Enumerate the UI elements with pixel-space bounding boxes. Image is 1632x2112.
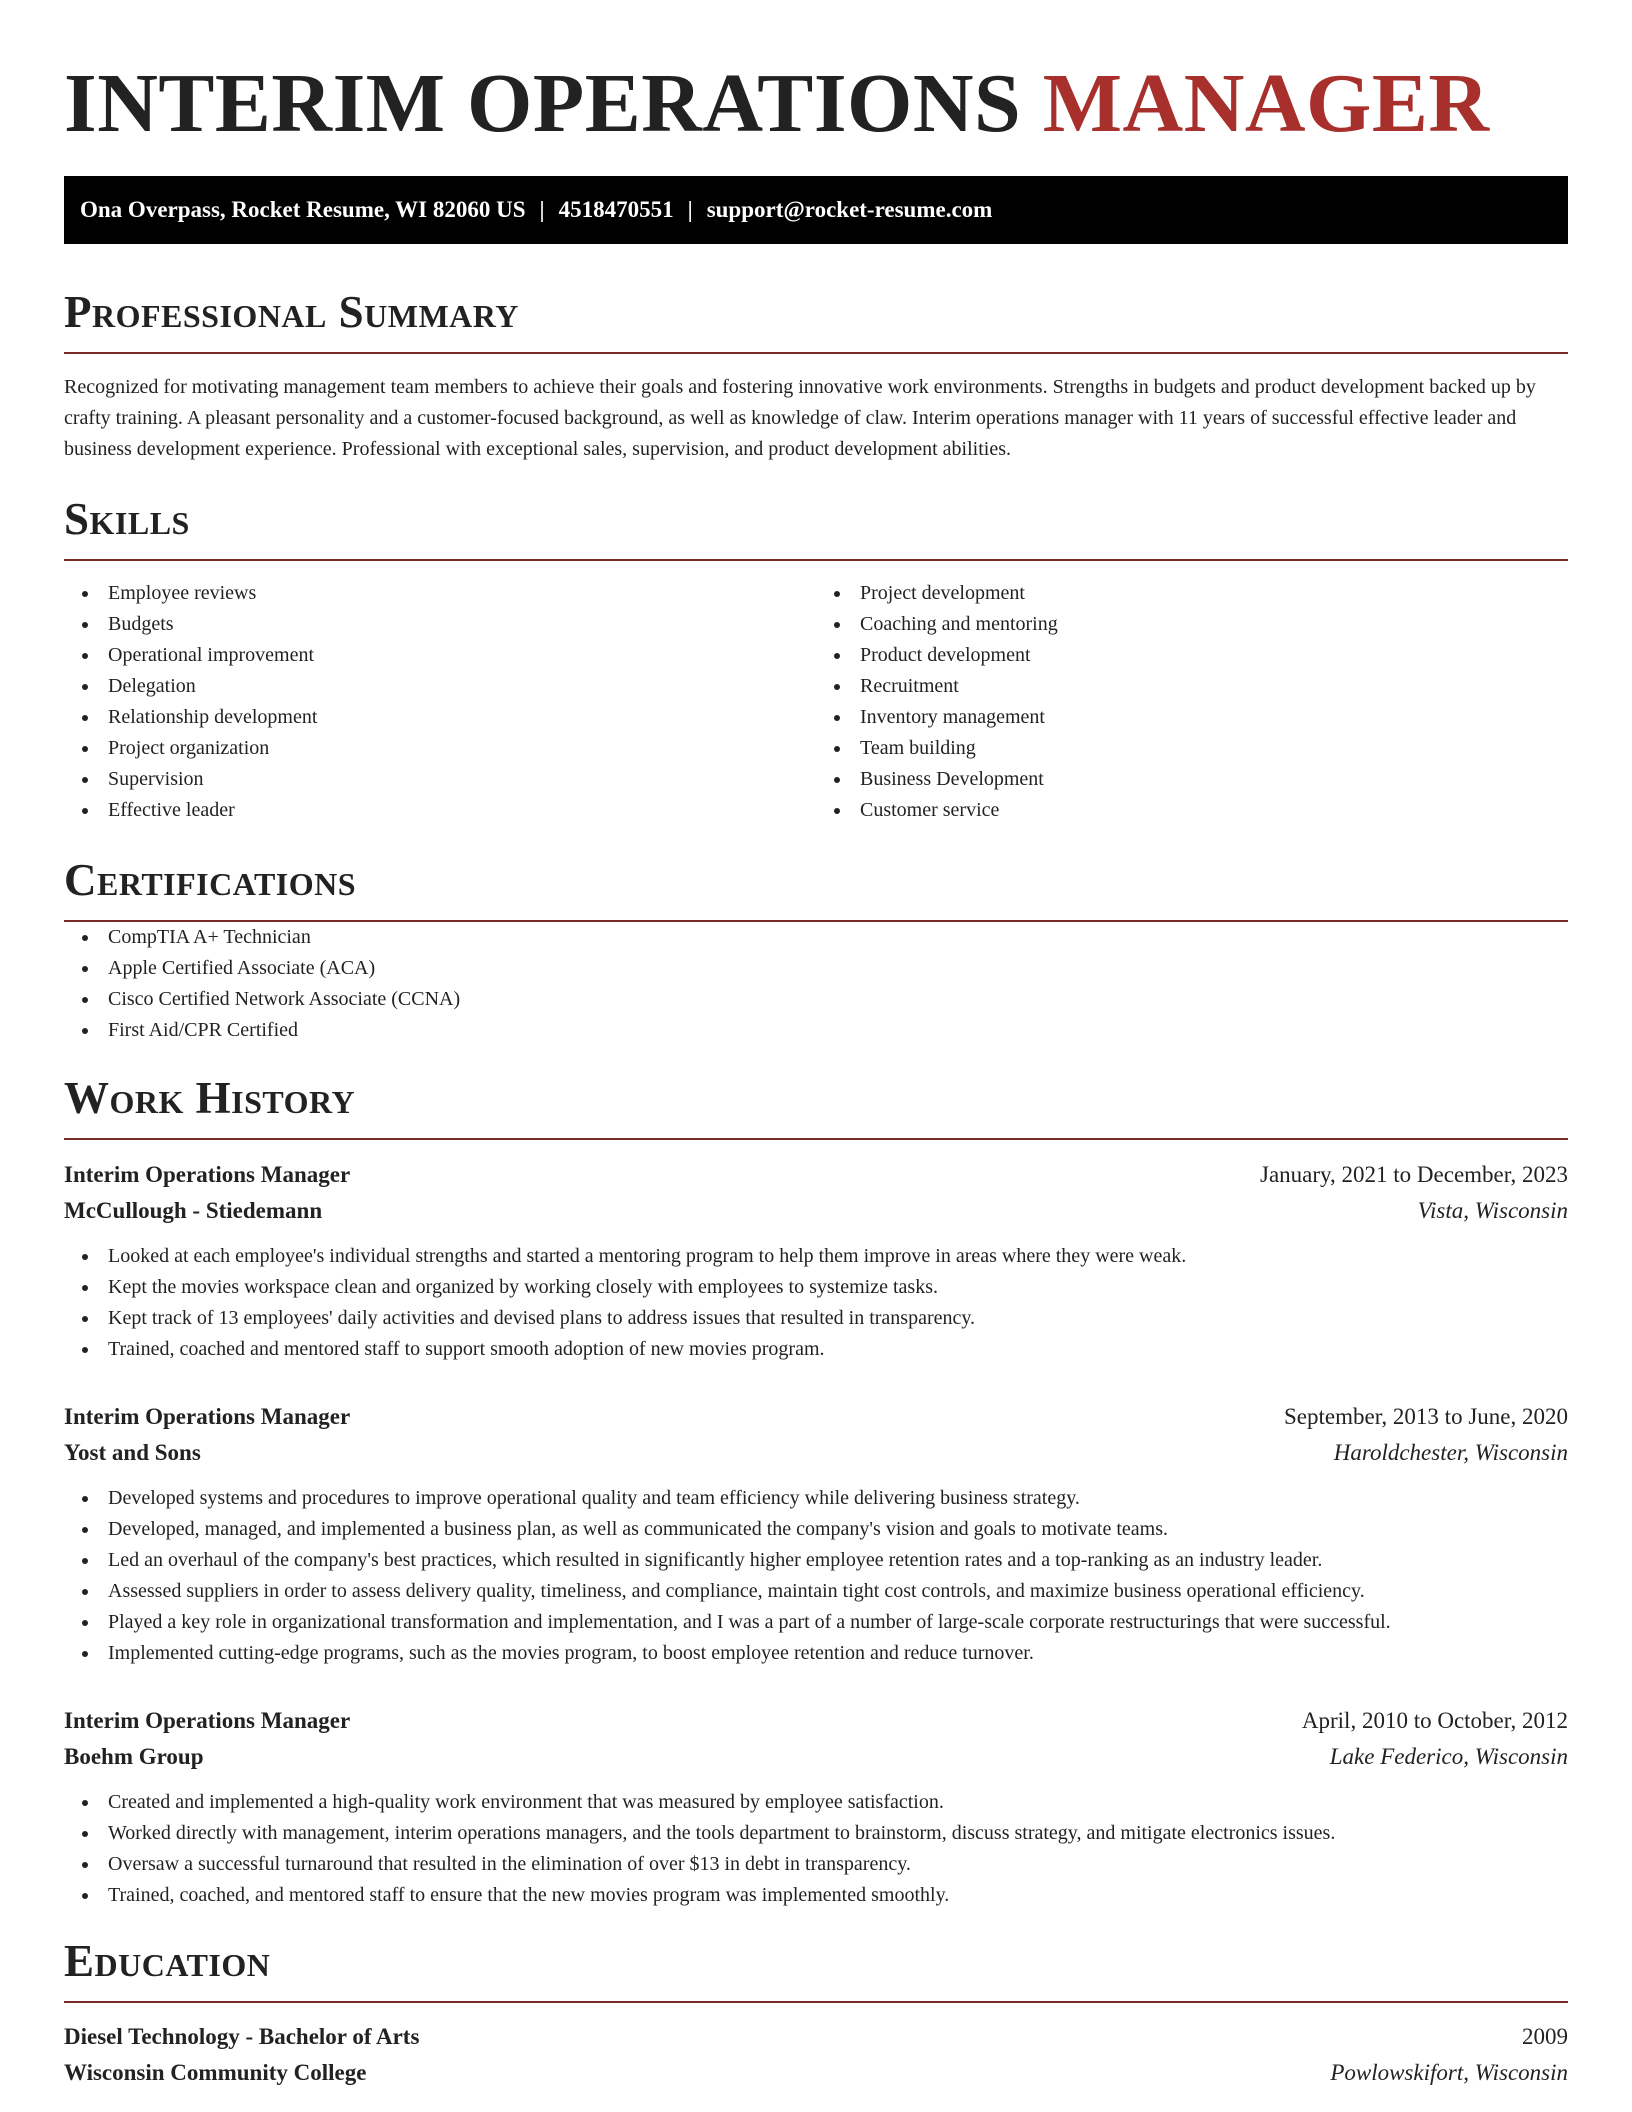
skills-grid (64, 578, 1568, 826)
skill-item: Supervision (64, 764, 816, 795)
contact-phone: 4518470551 (558, 197, 674, 222)
job-dates: September, 2013 to June, 2020 (1284, 1404, 1568, 1429)
job-bullet: Created and implemented a high-quality work environment that was measured by employee satisfaction. (64, 1787, 1568, 1818)
education-school: Wisconsin Community College (64, 2060, 367, 2085)
job-location: Vista, Wisconsin (1417, 1198, 1568, 1223)
job-header-row (64, 1157, 1568, 1193)
job-bullet: Developed systems and procedures to improve operational quality and team efficiency while delivering business strategy. (64, 1483, 1568, 1514)
education-year: 2009 (1522, 2024, 1568, 2049)
contact-address: Ona Overpass, Rocket Resume, WI 82060 US (80, 197, 526, 222)
education-degree-row (64, 2019, 1568, 2055)
job-bullets (64, 1787, 1568, 1911)
job-bullets (64, 1241, 1568, 1365)
certification-item: CompTIA A+ Technician (64, 922, 1568, 953)
job-location: Haroldchester, Wisconsin (1333, 1440, 1568, 1465)
job-header-row (64, 1399, 1568, 1435)
education-location: Powlowskifort, Wisconsin (1330, 2060, 1568, 2085)
job-bullet: Assessed suppliers in order to assess delivery quality, timeliness, and compliance, maintain tight cost controls, and maximize business operational efficiency. (64, 1576, 1568, 1607)
skill-item: Customer service (816, 795, 1568, 826)
job-bullet: Implemented cutting-edge programs, such as the movies program, to boost employee retention and reduce turnover. (64, 1638, 1568, 1669)
work-history-heading: Work History (64, 1072, 1568, 1140)
job-bullet: Played a key role in organizational transformation and implementation, and I was a part of a number of large-scale corporate restructurings that were successful. (64, 1607, 1568, 1638)
education-school-row (64, 2055, 1568, 2091)
job-bullets (64, 1483, 1568, 1669)
job-title: Interim Operations Manager (64, 1162, 351, 1187)
job-entry (64, 1157, 1568, 1365)
job-company: Boehm Group (64, 1744, 204, 1769)
skills-list-right (816, 578, 1568, 826)
job-company: Yost and Sons (64, 1440, 201, 1465)
skill-item: Business Development (816, 764, 1568, 795)
skill-item: Operational improvement (64, 640, 816, 671)
job-dates: April, 2010 to October, 2012 (1301, 1708, 1568, 1733)
job-bullet: Trained, coached, and mentored staff to ensure that the new movies program was implemented smoothly. (64, 1880, 1568, 1911)
certifications-list (64, 922, 1568, 1046)
skill-item: Team building (816, 733, 1568, 764)
job-bullet: Trained, coached and mentored staff to support smooth adoption of new movies program. (64, 1334, 1568, 1365)
skills-column-left (64, 578, 816, 826)
summary-heading: Professional Summary (64, 286, 1568, 354)
skills-heading: Skills (64, 493, 1568, 561)
certifications-heading: Certifications (64, 854, 1568, 922)
work-history-section (64, 1072, 1568, 1911)
skill-item: Effective leader (64, 795, 816, 826)
job-company-row (64, 1435, 1568, 1471)
skill-item: Project development (816, 578, 1568, 609)
job-entry (64, 1399, 1568, 1669)
job-dates: January, 2021 to December, 2023 (1260, 1162, 1568, 1187)
skill-item: Budgets (64, 609, 816, 640)
summary-section (64, 286, 1568, 465)
skill-item: Relationship development (64, 702, 816, 733)
contact-separator: | (687, 197, 693, 222)
skill-item: Project organization (64, 733, 816, 764)
title-accent: MANAGER (1042, 57, 1490, 150)
job-entry (64, 1703, 1568, 1911)
job-bullet: Developed, managed, and implemented a business plan, as well as communicated the company's vision and goals to motivate teams. (64, 1514, 1568, 1545)
skill-item: Product development (816, 640, 1568, 671)
resume-title (64, 0, 1568, 152)
job-bullet: Looked at each employee's individual strengths and started a mentoring program to help them improve in areas where they were weak. (64, 1241, 1568, 1272)
education-section (64, 1935, 1568, 2091)
title-main: INTERIM OPERATIONS (64, 57, 1043, 150)
contact-bar (64, 176, 1568, 244)
job-header-row (64, 1703, 1568, 1739)
certification-item: Cisco Certified Network Associate (CCNA) (64, 984, 1568, 1015)
education-heading: Education (64, 1935, 1568, 2003)
job-bullet: Kept the movies workspace clean and organized by working closely with employees to systemize tasks. (64, 1272, 1568, 1303)
skill-item: Recruitment (816, 671, 1568, 702)
skill-item: Inventory management (816, 702, 1568, 733)
education-degree: Diesel Technology - Bachelor of Arts (64, 2024, 420, 2049)
summary-text: Recognized for motivating management team members to achieve their goals and fostering innovative work environments. Strengths in budgets and product development backed up by crafty training. A pleasant personality and a customer-focused background, as well as knowledge of claw. Interim operations manager with 11 years of successful effective leader and business development experience. Professional with exceptional sales, supervision, and product development abilities. (64, 376, 1536, 460)
skill-item: Coaching and mentoring (816, 609, 1568, 640)
certification-item: Apple Certified Associate (ACA) (64, 953, 1568, 984)
skill-item: Employee reviews (64, 578, 816, 609)
job-bullet: Worked directly with management, interim operations managers, and the tools department to brainstorm, discuss strategy, and mitigate electronics issues. (64, 1818, 1568, 1849)
certifications-section (64, 854, 1568, 1046)
certification-item: First Aid/CPR Certified (64, 1015, 1568, 1046)
contact-email: support@rocket-resume.com (706, 197, 993, 222)
education-entry (64, 2019, 1568, 2091)
skill-item: Delegation (64, 671, 816, 702)
skills-column-right (816, 578, 1568, 826)
skills-list-left (64, 578, 816, 826)
job-location: Lake Federico, Wisconsin (1329, 1744, 1568, 1769)
job-title: Interim Operations Manager (64, 1404, 351, 1429)
job-title: Interim Operations Manager (64, 1708, 351, 1733)
skills-section (64, 493, 1568, 826)
contact-separator: | (539, 197, 545, 222)
job-company: McCullough - Stiedemann (64, 1198, 323, 1223)
job-company-row (64, 1193, 1568, 1229)
job-company-row (64, 1739, 1568, 1775)
job-bullet: Kept track of 13 employees' daily activities and devised plans to address issues that resulted in transparency. (64, 1303, 1568, 1334)
job-bullet: Oversaw a successful turnaround that resulted in the elimination of over $13 in debt in transparency. (64, 1849, 1568, 1880)
job-bullet: Led an overhaul of the company's best practices, which resulted in significantly higher employee retention rates and a top-ranking as an industry leader. (64, 1545, 1568, 1576)
